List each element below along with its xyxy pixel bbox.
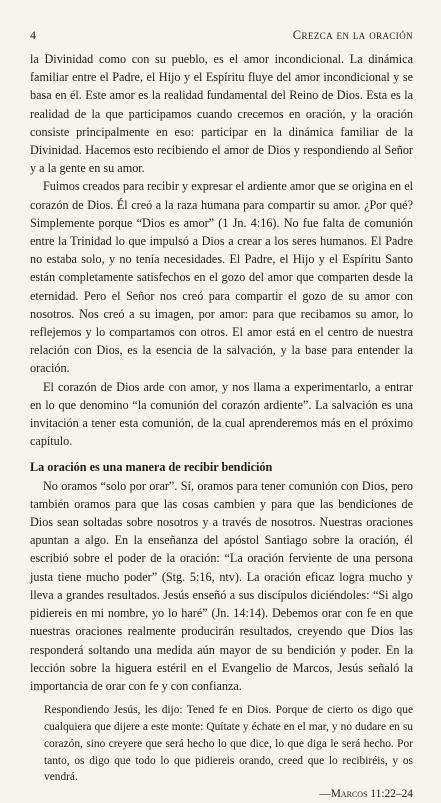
section-heading: La oración es una manera de recibir bendición (30, 460, 273, 475)
page-header (30, 28, 413, 43)
section-paragraph: No oramos “solo por orar”. Sí, oramos para tener comunión con Dios, pero también oramos para que las cosas cambien y para que las bendiciones de Dios sean soltadas sobre nosotros y a través de nosotros. Nuestras oraciones apuntan a algo. En la enseñanza del apóstol Santiago sobre la oración, él escribió sobre el poder de la oración: “La oración ferviente de una persona justa tiene mucho poder” (Stg. 5:16, ntv). La oración eficaz logra mucho y lleva a grandes resultados. Jesús enseñó a sus discípulos diciéndoles: “Si algo pidiereis en mi nombre, yo lo haré” (Jn. 14:14). Debemos orar con fe en que nuestras oraciones realmente producirán resultados, creyendo que Dios las responderá soltando una medida aún mayor de su bendición y poder. En la lección sobre la higuera estéril en el Evangelio de Marcos, Jesús señaló la importancia de orar con fe y con confianza. (30, 478, 413, 693)
block-quote (44, 702, 413, 803)
paragraph: Fuimos creados para recibir y expresar el ardiente amor que se origina en el corazón de Dios. Él creó a la raza humana para compartir su amor. ¿Por qué? Simplemente porque “Dios es amor” (1 Jn. 4:16). No fue falta de comunión entre la Trinidad lo que impulsó a Dios a crear a los seres humanos. El Padre no estaba solo, y no tenía necesidades. El Padre, el Hijo y el Espíritu Santo están completamente satisfechos en el gozo del amor que comparten desde la eternidad. Pero el Señor nos creó para compartir el gozo de su amor con nosotros. Nos creó a su imagen, por amor: para que recibamos su amor, lo reflejemos y lo compartamos con otros. El amor está en el centro de nuestra relación con Dios, es la esencia de la salvación, y la base para entender la oración. (30, 179, 413, 376)
paragraph-continued: la Divinidad como con su pueblo, es el amor incondicional. La dinámica familiar entre el Padre, el Hijo y el Espíritu fluye del amor incondicional y se basa en él. Este amor es la realidad fundamental del Reino de Dios. Esta es la realidad de la que participamos cuando crecemos en oración, y la oración consiste principalmente en eso: participar en la dinámica familiar de la Divinidad. Hacemos esto recibiendo el amor de Dios y respondiendo al Señor y a la gente en su amor. (30, 52, 413, 176)
running-title: Crezca en la oración (292, 28, 413, 42)
block-quote-attribution (44, 786, 413, 803)
attribution-dash: — (319, 788, 331, 801)
page-number: 4 (30, 28, 37, 42)
block-quote-text: Respondiendo Jesús, les dijo: Tened fe en Dios. Porque de cierto os digo que cualquiera que dijere a este monte: Quítate y échate en el mar, y no dudare en su corazón, sino creyere que será hecho lo que dice, lo que diga le será hecho. Por tanto, os digo que todo lo que pidiereis orando, creed que lo recibiréis, y os vendrá. (44, 704, 413, 784)
page-body (30, 50, 413, 803)
paragraph: El corazón de Dios arde con amor, y nos llama a experimentarlo, a entrar en lo que denomino “la comunión del corazón ardiente”. La salvación es una invitación a tener esta comunión, de la cual aprenderemos más en el próximo capítulo. (30, 379, 413, 449)
attribution-reference: Marcos 11:22–24 (330, 788, 413, 801)
